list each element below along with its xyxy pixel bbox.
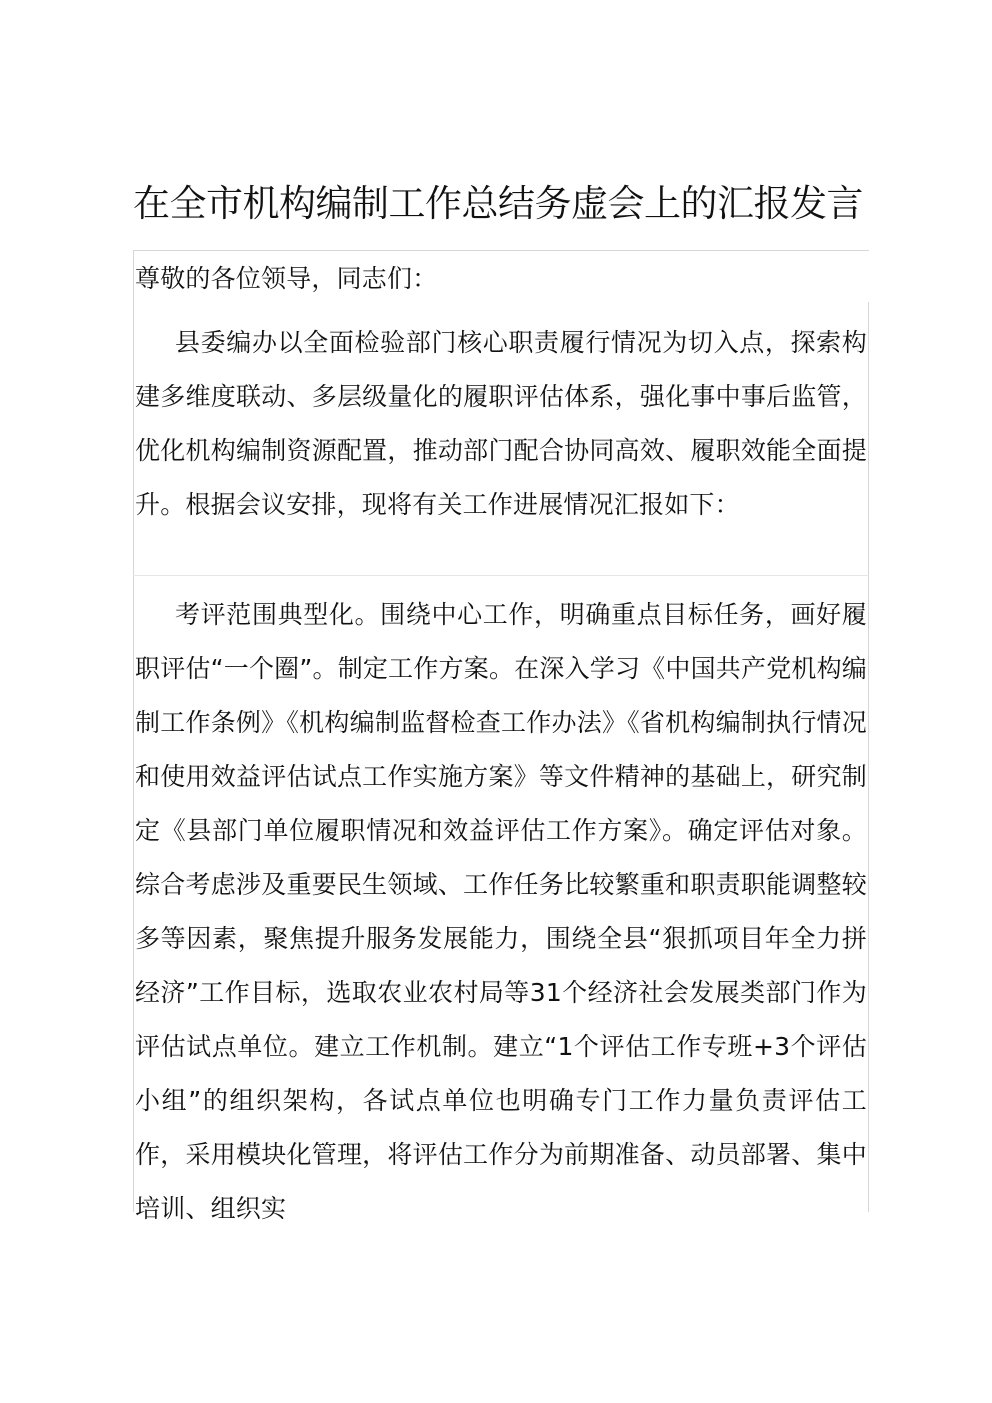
paragraph-intro: 县委编办以全面检验部门核心职责履行情况为切入点，探索构建多维度联动、多层级量化的履职评估体系，强化事中事后监管，优化机构编制资源配置，推动部门配合协同高效、履职效能全面提升。根据会议安排，现将有关工作进展情况汇报如下： xyxy=(135,328,867,519)
frame-top-border xyxy=(133,250,869,251)
paragraph-assessment-scope: 考评范围典型化。围绕中心工作，明确重点目标任务，画好履职评估“一个圈”。制定工作方案。在深入学习《中国共产党机构编制工作条例》《机构编制监督检查工作办法》《省机构编制执行情况和使用效益评估试点工作实施方案》等文件精神的基础上，研究制定《县部门单位履职情况和效益评估工作方案》。确定评估对象。综合考虑涉及重要民生领域、工作任务比较繁重和职责职能调整较多等因素，聚焦提升服务发展能力，围绕全县“狠抓项目年全力拼经济”工作目标，选取农业农村局等31个经济社会发展类部门作为评估试点单位。建立工作机制。建立“1个评估工作专班+3个评估小组”的组织架构，各试点单位也明确专门工作力量负责评估工作，采用模块化管理，将评估工作分为前期准备、动员部署、集中培训、组织实 xyxy=(135,600,867,1223)
paragraph-divider xyxy=(133,575,869,576)
salutation: 尊敬的各位领导，同志们： xyxy=(135,264,438,293)
document-title: 在全市机构编制工作总结务虚会上的汇报发言 xyxy=(133,182,863,225)
frame-left-border xyxy=(133,250,134,1212)
frame-right-border xyxy=(868,302,869,1212)
